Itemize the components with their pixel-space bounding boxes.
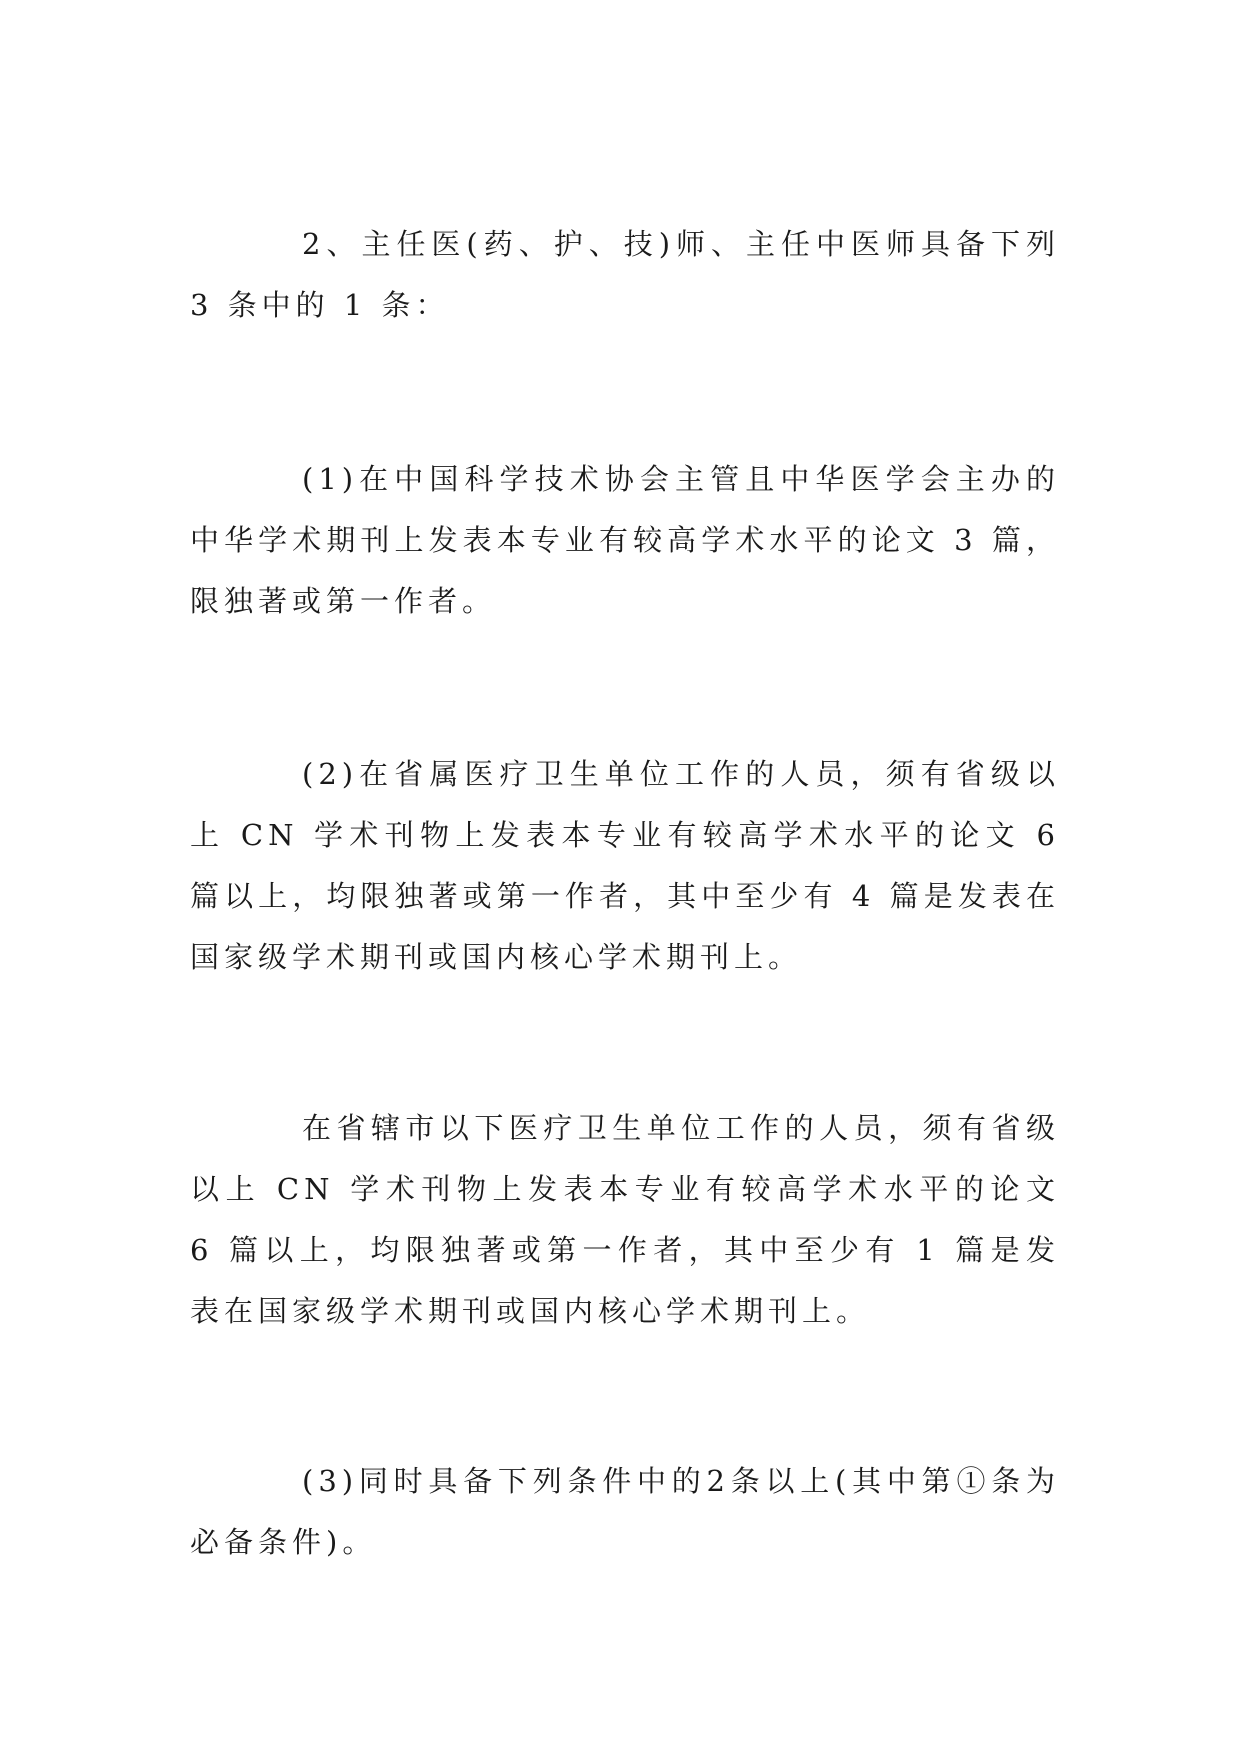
paragraph-condition-2-municipal: 在省辖市以下医疗卫生单位工作的人员，须有省级以上 CN 学术刊物上发表本专业有较高学术水平的论文 6 篇以上，均限独著或第一作者，其中至少有 1 篇是发表在国家级学术期刊或国内核心学术期刊上。 [190,1111,1060,1328]
paragraph-condition-1: (1)在中国科学技术协会主管且中华医学会主办的中华学术期刊上发表本专业有较高学术水平的论文 3 篇，限独著或第一作者。 [190,462,1060,618]
paragraph-qualification-intro: 2、主任医(药、护、技)师、主任中医师具备下列 3 条中的 1 条： [190,227,1060,322]
paragraph-condition-2-provincial: (2)在省属医疗卫生单位工作的人员，须有省级以上 CN 学术刊物上发表本专业有较高学术水平的论文 6 篇以上，均限独著或第一作者，其中至少有 4 篇是发表在国家级学术期刊或国内核心学术期刊上。 [190,757,1060,974]
paragraph-condition-3: (3)同时具备下列条件中的2条以上(其中第①条为必备条件)。 [190,1464,1060,1559]
